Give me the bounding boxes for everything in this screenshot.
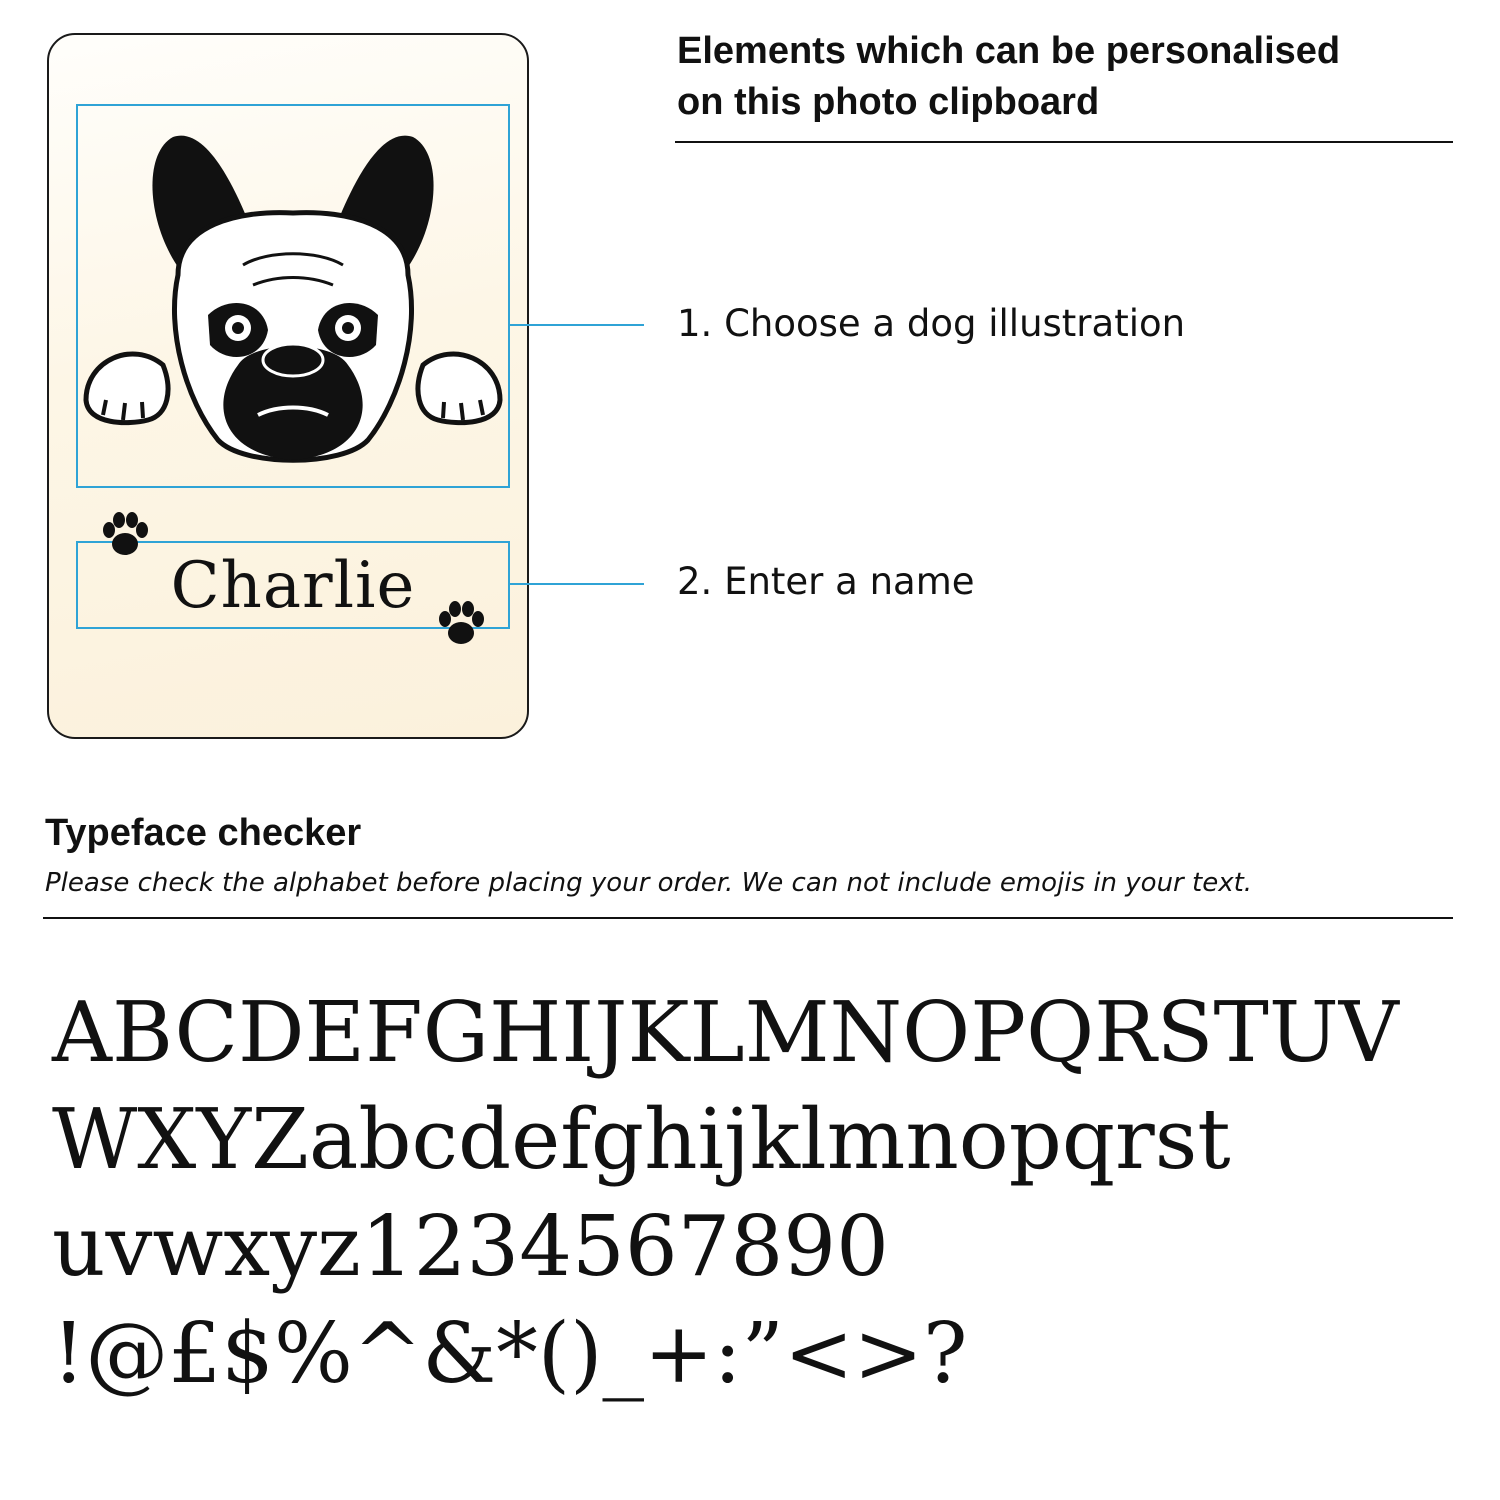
alphabet-line-4: !@£$%^&*()_+:”<>?: [52, 1305, 968, 1402]
typeface-checker-subtitle: Please check the alphabet before placing your order. We can not include emojis in your text.: [45, 868, 1253, 898]
heading-line-2: on this photo clipboard: [677, 81, 1100, 123]
alphabet-line-3: uvwxyz1234567890: [52, 1198, 889, 1295]
step-choose-illustration: 1. Choose a dog illustration: [677, 302, 1186, 345]
pet-name-text: Charlie: [170, 549, 416, 623]
typeface-divider: [43, 917, 1453, 919]
personalisation-heading: [677, 26, 1467, 128]
alphabet-line-1: ABCDEFGHIJKLMNOPQRSTUV: [52, 984, 1399, 1081]
leader-line-name: [510, 583, 644, 585]
heading-line-1: Elements which can be personalised: [677, 30, 1341, 72]
alphabet-line-2: WXYZabcdefghijklmnopqrst: [52, 1091, 1231, 1188]
typeface-checker-title: Typeface checker: [45, 812, 362, 854]
heading-divider: [675, 141, 1453, 143]
leader-line-illustration: [510, 324, 644, 326]
illustration-area-outline: [76, 104, 510, 488]
step-enter-name: 2. Enter a name: [677, 560, 975, 603]
